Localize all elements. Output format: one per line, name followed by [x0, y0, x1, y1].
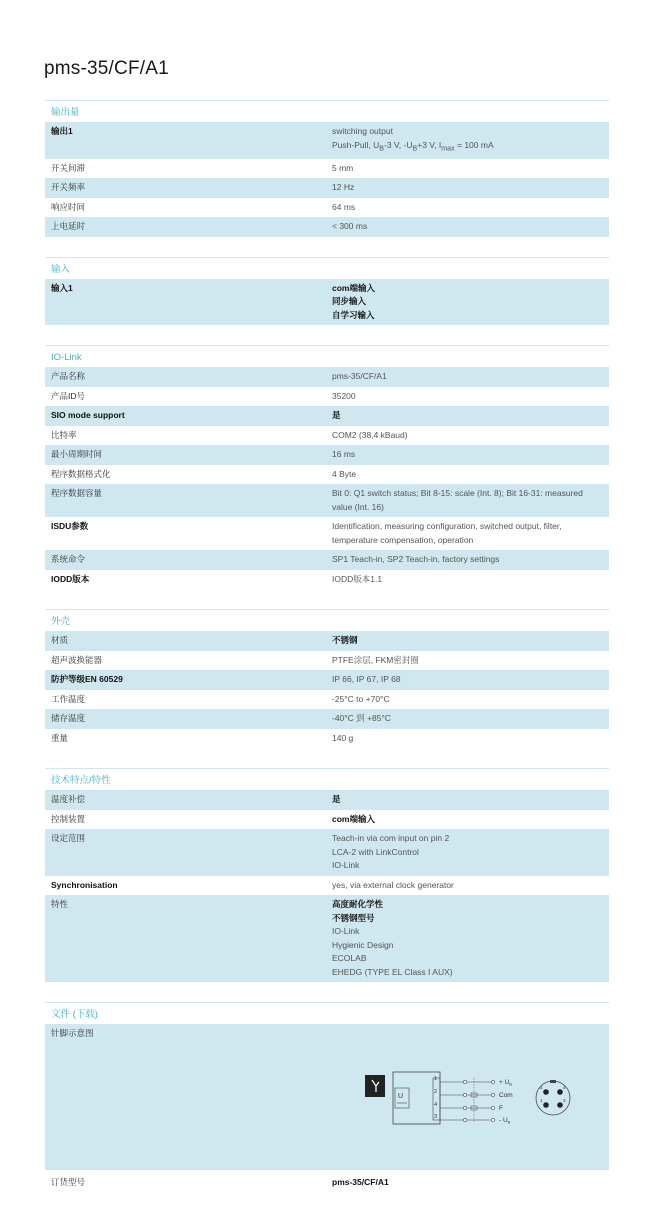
spec-value-line: 高度耐化学性 [332, 899, 384, 910]
spec-section [45, 609, 609, 748]
spec-value-line: IO-Link [332, 926, 360, 937]
spec-section [45, 100, 609, 237]
spec-value-line: -25°C to +70°C [332, 693, 390, 704]
spec-label: IODD版本 [51, 573, 90, 584]
spec-value-line: 64 ms [332, 201, 356, 212]
spec-value-line: 自学习输入 [332, 309, 375, 320]
spec-label: 控制装置 [51, 813, 86, 824]
connector-pin-number: 4 [563, 1085, 566, 1091]
spec-value-line: Teach-in via com input on pin 2 [332, 833, 450, 844]
spec-row [45, 790, 609, 810]
spec-value-line: 12 Hz [332, 182, 355, 193]
pin-label: 针脚示意图 [51, 1028, 94, 1039]
section-header: IO-Link [45, 345, 609, 367]
spec-value [332, 445, 609, 465]
spec-value [332, 217, 609, 237]
connector-pin-icon [557, 1089, 563, 1095]
page-title: pms-35/CF/A1 [44, 58, 169, 79]
spec-value-line: 不锈钢 [332, 635, 358, 646]
spec-value-line: 5 mm [332, 162, 354, 173]
spec-value-line: Identification, measuring configuration, switched output, filter, temperature compensation, operation [332, 521, 562, 545]
pin-number: 3 [434, 1114, 438, 1121]
spec-row [45, 570, 609, 590]
spec-value-line: IODD版本1.1 [332, 573, 383, 584]
spec-value [332, 465, 609, 485]
spec-row [45, 670, 609, 690]
section-header: 文件 (下载) [45, 1002, 609, 1024]
order-label: 订货型号 [51, 1177, 86, 1188]
connector-pin-icon [557, 1102, 563, 1108]
spec-value-line: Hygienic Design [332, 939, 394, 950]
spec-row [45, 895, 609, 982]
spec-label: 产品ID号 [51, 390, 86, 401]
spec-row [45, 709, 609, 729]
terminal-icon [463, 1119, 466, 1122]
spec-row [45, 517, 609, 550]
spec-label: 工作温度 [51, 693, 86, 704]
spec-row [45, 387, 609, 407]
spec-value [332, 484, 609, 517]
spec-value-line: COM2 (38,4 kBaud) [332, 429, 408, 440]
spec-row [45, 631, 609, 651]
pin-diagram-row [45, 1024, 609, 1170]
spec-row [45, 279, 609, 326]
spec-value-line: pms-35/CF/A1 [332, 371, 387, 382]
spec-row [45, 159, 609, 179]
spec-value-line: LCA-2 with LinkControl [332, 846, 419, 857]
pin-number: 2 [434, 1089, 438, 1096]
spec-row [45, 651, 609, 671]
spec-value-line: IO-Link [332, 860, 360, 871]
spec-label: 系统命令 [51, 554, 86, 565]
spec-label: 储存温度 [51, 713, 86, 724]
spec-value [332, 178, 609, 198]
spec-label: 重量 [51, 732, 69, 743]
spec-value-line: 16 ms [332, 449, 356, 460]
section-header: 输入 [45, 257, 609, 279]
section-header: 技术特点/特性 [45, 768, 609, 790]
spec-value-line: ECOLAB [332, 953, 367, 964]
spec-value-line: 不锈钢型号 [332, 912, 375, 923]
spec-value-line: PTFE涂层, FKM密封圈 [332, 654, 419, 665]
spec-value [332, 159, 609, 179]
spec-value-line: 同步输入 [332, 296, 367, 307]
terminal-icon [491, 1081, 494, 1084]
spec-value [332, 570, 609, 590]
spec-value [332, 829, 609, 876]
spec-label: 特性 [51, 899, 69, 910]
spec-value [332, 198, 609, 218]
spec-value [332, 426, 609, 446]
spec-value [332, 670, 609, 690]
signal-label: F [499, 1105, 503, 1113]
spec-value-line: yes, via external clock generator [332, 879, 454, 890]
spec-value [332, 729, 609, 749]
spec-label: ISDU参数 [51, 521, 89, 532]
signal-label: Com [499, 1092, 513, 1100]
spec-row [45, 810, 609, 830]
connector-pin-number: 3 [563, 1098, 566, 1104]
spec-label: 产品名称 [51, 371, 86, 382]
spec-label: 输出1 [51, 126, 73, 136]
spec-value [332, 387, 609, 407]
spec-label: 输入1 [51, 282, 73, 293]
spec-value-line: 35200 [332, 390, 356, 401]
spec-value-line: com端输入 [332, 813, 375, 824]
terminal-icon [463, 1107, 466, 1110]
spec-row [45, 178, 609, 198]
spec-value [332, 810, 609, 830]
spec-value [332, 406, 609, 426]
spec-section [45, 768, 609, 982]
spec-label: 设定范围 [51, 833, 86, 844]
spec-value-line: IP 66, IP 67, IP 68 [332, 674, 401, 685]
pin-number: 4 [434, 1102, 438, 1109]
spec-value-line: Push-Pull, $U_B-3$ V, $-U_B+3$ V, $I_{max} = 100$ mA [332, 139, 494, 153]
spec-value [332, 122, 609, 159]
spec-value-line: 4 Byte [332, 468, 357, 479]
spec-row [45, 406, 609, 426]
spec-label: 防护等级EN 60529 [51, 674, 123, 685]
spec-value-line: SP1 Teach-in, SP2 Teach-in, factory settings [332, 554, 500, 565]
spec-label: 程序数据容量 [51, 488, 103, 499]
spec-row [45, 445, 609, 465]
spec-row [45, 829, 609, 876]
pin-number: 1 [434, 1076, 438, 1083]
spec-label: 开关间滞 [51, 162, 86, 173]
spec-label: 开关频率 [51, 182, 86, 193]
section-header: 输出量 [45, 100, 609, 122]
switch-symbol-icon [365, 1075, 385, 1097]
spec-label: 超声波换能器 [51, 654, 103, 665]
spec-value [332, 517, 609, 550]
spec-row [45, 729, 609, 749]
datasheet-content [45, 100, 609, 1209]
terminal-icon [491, 1094, 494, 1097]
spec-value-line: switching output [332, 126, 393, 136]
order-row [45, 1170, 609, 1189]
spec-row [45, 550, 609, 570]
spec-value [332, 876, 609, 896]
spec-value [332, 550, 609, 570]
spec-value-line: 是 [332, 410, 341, 421]
spec-label: 上电延时 [51, 221, 86, 232]
spec-label: 温度补偿 [51, 794, 86, 805]
spec-label: SIO mode support [51, 410, 125, 421]
terminal-icon [491, 1119, 494, 1122]
spec-label: Synchronisation [51, 879, 118, 890]
spec-label: 程序数据格式化 [51, 468, 111, 479]
terminal-icon [491, 1107, 494, 1110]
connector-pin-icon [543, 1102, 549, 1108]
spec-label: 响应时间 [51, 201, 86, 212]
spec-value-line: < 300 ms [332, 221, 368, 232]
spec-label: 最小周期时间 [51, 449, 103, 460]
spec-section [45, 257, 609, 326]
spec-value [332, 895, 609, 982]
spec-row [45, 426, 609, 446]
spec-row [45, 122, 609, 159]
spec-row [45, 465, 609, 485]
spec-row [45, 484, 609, 517]
files-section [45, 1002, 609, 1189]
spec-value-line: 是 [332, 794, 341, 805]
signal-label: + $U_B$ [499, 1079, 512, 1087]
connector-pin-icon [543, 1089, 549, 1095]
order-value: pms-35/CF/A1 [332, 1177, 389, 1188]
terminal-icon [463, 1094, 466, 1097]
spec-row [45, 876, 609, 896]
section-header: 外壳 [45, 609, 609, 631]
spec-row [45, 217, 609, 237]
spec-row [45, 690, 609, 710]
spec-value-line: -40°C 到 +85°C [332, 713, 392, 724]
spec-row [45, 198, 609, 218]
sensor-box-label: U [398, 1093, 404, 1101]
spec-value [332, 631, 609, 651]
spec-value-line: Bit 0: Q1 switch status; Bit 8-15: scale (Int. 8); Bit 16-31: measured value (Int. 16) [332, 488, 583, 512]
spec-value [332, 651, 609, 671]
spec-value-line: com端输入 [332, 282, 375, 293]
terminal-icon [463, 1081, 466, 1084]
spec-value-line: 140 g [332, 732, 354, 743]
spec-value [332, 709, 609, 729]
spec-label: 比特率 [51, 429, 77, 440]
spec-value [332, 279, 609, 326]
signal-label: - $U_B$ [499, 1117, 511, 1125]
spec-section [45, 345, 609, 589]
connector-pin-number: 1 [540, 1098, 543, 1104]
spec-value-line: EHEDG (TYPE EL Class I AUX) [332, 966, 453, 977]
spec-value [332, 367, 609, 387]
pin-assignment-diagram [365, 1068, 585, 1128]
spec-value [332, 690, 609, 710]
spec-value [332, 790, 609, 810]
spec-label: 材质 [51, 635, 69, 646]
connector-pin-number: 2 [540, 1085, 543, 1091]
spec-row [45, 367, 609, 387]
